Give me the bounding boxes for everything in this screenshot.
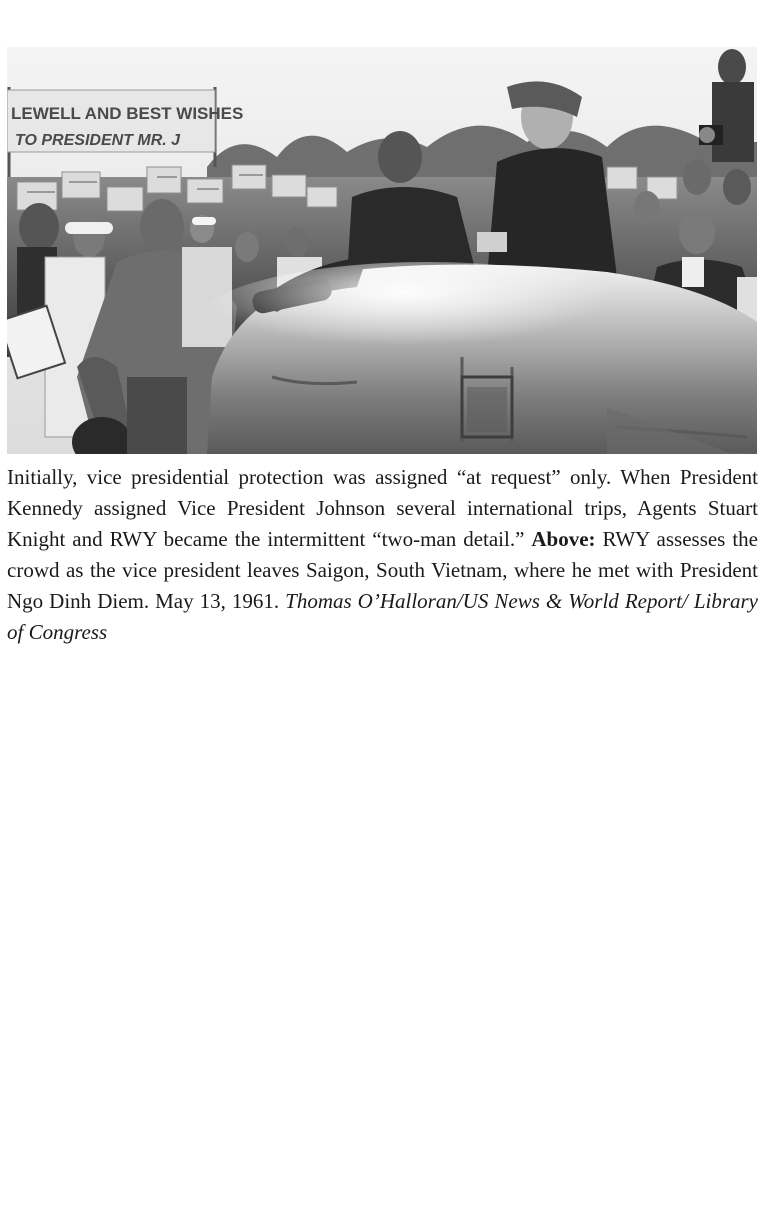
svg-text:LEWELL AND BEST WISHES: LEWELL AND BEST WISHES <box>11 104 244 123</box>
caption-description: RWY assesses the crowd as the vice president leaves Saigon, South Vietnam, where he met with President Ngo Dinh Diem. May 13, 1961. <box>7 527 758 613</box>
caption-label: Above: <box>531 527 596 551</box>
caption-body: Initially, vice presidential protection was assigned “at request” only. When President Kennedy assigned Vice President Johnson several international trips, Agents Stuart Knight and RWY became the intermittent “two-man detail.” <box>7 465 758 551</box>
photograph <box>7 47 757 454</box>
photo-credit: Thomas O’Halloran/US News & World Report/ Library of Congress <box>7 589 758 644</box>
svg-text:TO PRESIDENT MR. J: TO PRESIDENT MR. J <box>15 132 181 149</box>
photo-caption <box>7 462 758 648</box>
